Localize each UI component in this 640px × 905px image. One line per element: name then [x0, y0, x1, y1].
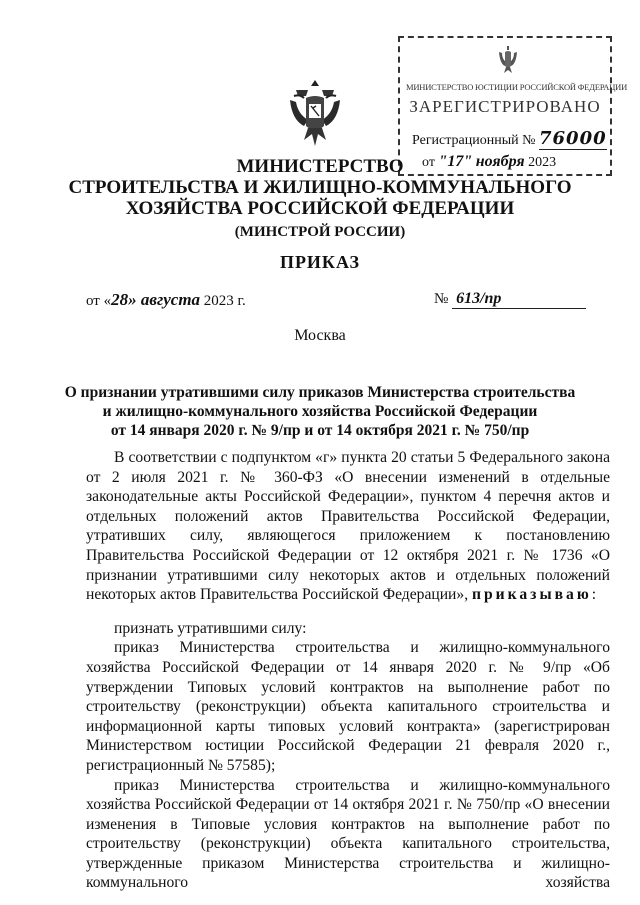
stamp-reg-number: 76000	[539, 128, 607, 149]
subject-line-2: и жилищно-коммунального хозяйства Российской Федерации	[102, 403, 538, 420]
ministry-abbreviation: (МИНСТРОЙ РОССИИ)	[234, 224, 406, 240]
city: Москва	[294, 327, 346, 344]
stamp-registration-number	[412, 128, 607, 149]
preamble-text: В соответствии с подпунктом «г» пункта 20 статьи 5 Федерального закона от 2 июля 2021 г. № 360-ФЗ «О внесении изменений в отдельные законодательные акты Российской Федерации», пунктом 4 перечня актов и отдельных положений актов Правительства Российской Федерации, утративших силу, являющегося приложением к постановлению Правительства Российской Федерации от 12 октября 2021 г. № 1736 «О признании утратившими силу некоторых актов и отдельных положений некоторых актов Правительства Российской Федерации»,	[86, 449, 610, 604]
order-number	[434, 290, 586, 309]
order-date-month: » августа	[128, 290, 201, 309]
stamp-date-prefix: от	[422, 155, 435, 170]
order-number-label: №	[434, 291, 449, 307]
subject-line-3: от 14 января 2020 г. № 9/пр и от 14 октября 2021 г. № 750/пр	[110, 422, 530, 439]
body-paragraph-2: признать утратившими силу:	[114, 619, 307, 637]
stamp-coat-of-arms-icon	[496, 44, 520, 76]
stamp-ministry-name: МИНИСТЕРСТВО ЮСТИЦИИ РОССИЙСКОЙ ФЕДЕРАЦИИ	[406, 82, 628, 92]
order-date-year: 2023 г.	[200, 293, 246, 309]
body-paragraph-3: приказ Министерства строительства и жилищно-коммунального хозяйства Российской Федерации от 14 января 2020 г. № 9/пр «Об утверждении Типовых условий контрактов на выполнение работ по строительству (реконструкции) объекта капитального строительства и информационной карты типовых условий контракта» (зарегистрирован Министерством юстиции Российской Федерации 21 февраля 2020 г., регистрационный № 57585);	[86, 639, 610, 774]
coat-of-arms-icon	[286, 76, 344, 152]
subject-line-1: О признании утратившими силу приказов Министерства строительства	[64, 384, 576, 401]
document-body	[86, 448, 610, 893]
registration-stamp	[398, 36, 628, 176]
document-type: ПРИКАЗ	[279, 252, 361, 272]
order-number-value: 613/пр	[452, 290, 586, 309]
order-date-prefix: от «	[86, 293, 112, 309]
stamp-reg-label: Регистрационный №	[412, 133, 536, 148]
ministry-title-line-1: МИНИСТЕРСТВО	[236, 156, 404, 177]
stamp-date-day: "17"	[438, 153, 473, 170]
order-date	[86, 290, 246, 310]
body-paragraph-4: приказ Министерства строительства и жилищно-коммунального хозяйства Российской Федерации от 14 октября 2021 г. № 750/пр «О внесении изменения в Типовые условия контрактов на выполнение работ по строительству (реконструкции) объекта капитального строительства, утвержденные приказом Министерства строительства и жилищно-коммунального хозяйства	[86, 776, 610, 892]
stamp-date-month: ноября	[475, 153, 525, 170]
ministry-title-line-3: ХОЗЯЙСТВА РОССИЙСКОЙ ФЕДЕРАЦИИ	[125, 198, 515, 219]
stamp-date-year: 2023	[528, 155, 557, 170]
order-verb: приказываю	[472, 586, 592, 604]
body-paragraph-1	[86, 448, 610, 605]
ministry-title-line-2: СТРОИТЕЛЬСТВА И ЖИЛИЩНО-КОММУНАЛЬНОГО	[68, 177, 572, 198]
order-date-day: 28	[111, 290, 129, 309]
stamp-registered-label: ЗАРЕГИСТРИРОВАНО	[409, 97, 601, 116]
order-verb-colon: :	[591, 586, 597, 604]
